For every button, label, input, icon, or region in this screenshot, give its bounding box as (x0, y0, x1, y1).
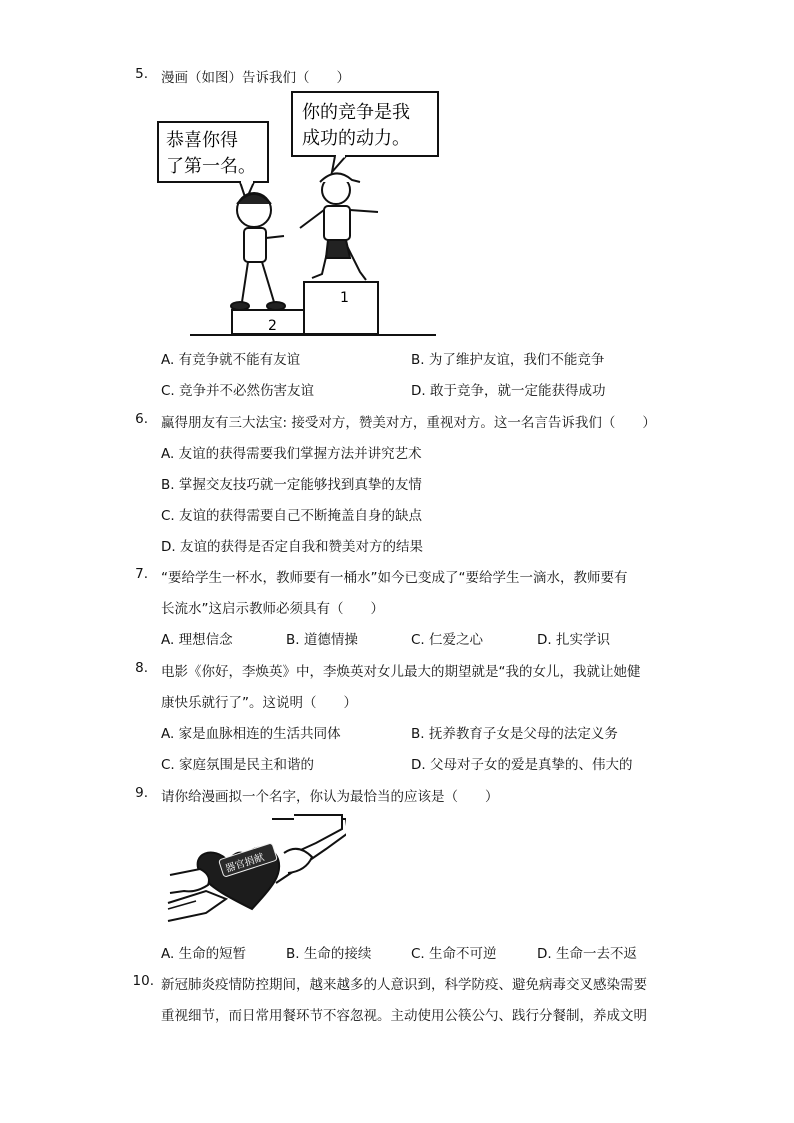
question-stem-line-1: 新冠肺炎疫情防控期间，越来越多的人意识到，科学防疫、避免病毒交叉感染需要 (161, 977, 647, 993)
option-c: C. 家庭氛围是民主和谐的 (161, 757, 315, 773)
question-number: 9. (135, 785, 148, 801)
speech-bubble-left (158, 122, 268, 200)
option-b: B. 掌握交友技巧就一定能够找到真挚的友情 (161, 477, 422, 493)
option-a: A. 家是血脉相连的生活共同体 (161, 726, 341, 742)
speech-bubble-right (292, 92, 438, 172)
bubble-left-line-1: 恭喜你得 (166, 130, 238, 151)
option-b: B. 道德情操 (286, 632, 358, 648)
option-c: C. 仁爱之心 (411, 632, 484, 648)
question-stem: 漫画（如图）告诉我们（ ） (161, 70, 350, 86)
option-a: A. 理想信念 (161, 632, 233, 648)
question-stem: 请你给漫画拟一个名字，你认为最恰当的应该是（ ） (161, 789, 499, 805)
option-c: C. 竞争并不必然伤害友谊 (161, 383, 315, 399)
option-b: B. 生命的接续 (286, 946, 372, 962)
organ-donation-cartoon (166, 813, 346, 925)
bubble-right-line-2: 成功的动力。 (302, 128, 410, 149)
question-number: 8. (135, 660, 148, 676)
option-b: B. 为了维护友谊，我们不能竞争 (411, 352, 605, 368)
question-number: 5. (135, 66, 148, 82)
option-d: D. 友谊的获得是否定自我和赞美对方的结果 (161, 539, 423, 555)
option-d: D. 父母对子女的爱是真挚的、伟大的 (411, 757, 633, 773)
question-stem: 赢得朋友有三大法宝: 接受对方，赞美对方，重视对方。这一名言告诉我们（ ） (161, 415, 656, 431)
question-stem-line-2: 长流水”这启示教师必须具有（ ） (161, 601, 384, 617)
option-d: D. 敢于竞争，就一定能获得成功 (411, 383, 606, 399)
podium-label-2: 2 (268, 318, 277, 334)
podium (232, 282, 378, 334)
option-a: A. 友谊的获得需要我们掌握方法并讲究艺术 (161, 446, 422, 462)
option-a: A. 有竞争就不能有友谊 (161, 352, 301, 368)
option-d: D. 生命一去不返 (537, 946, 637, 962)
question-number: 6. (135, 411, 148, 427)
bubble-left-line-2: 了第一名。 (166, 156, 256, 177)
boy-second-place (231, 193, 285, 310)
option-c: C. 生命不可逆 (411, 946, 497, 962)
bubble-right-line-1: 你的竞争是我 (302, 102, 410, 123)
podium-label-1: 1 (340, 290, 349, 306)
competition-cartoon (150, 88, 440, 338)
option-d: D. 扎实学识 (537, 632, 610, 648)
option-a: A. 生命的短暂 (161, 946, 247, 962)
heart-label: 器官捐献 (224, 852, 266, 876)
question-stem-line-1: 电影《你好，李焕英》中，李焕英对女儿最大的期望就是“我的女儿，我就让她健 (161, 664, 641, 680)
question-stem-line-2: 重视细节，而日常用餐环节不容忽视。主动使用公筷公勺、践行分餐制，养成文明 (161, 1008, 647, 1024)
option-c: C. 友谊的获得需要自己不断掩盖自身的缺点 (161, 508, 423, 524)
option-b: B. 抚养教育子女是父母的法定义务 (411, 726, 618, 742)
question-stem-line-2: 康快乐就行了”。这说明（ ） (161, 695, 357, 711)
question-number: 7. (135, 566, 148, 582)
question-number: 10. (132, 973, 154, 989)
boy-first-place (300, 173, 378, 280)
question-stem-line-1: “要给学生一杯水，教师要有一桶水”如今已变成了“要给学生一滴水，教师要有 (161, 570, 628, 586)
